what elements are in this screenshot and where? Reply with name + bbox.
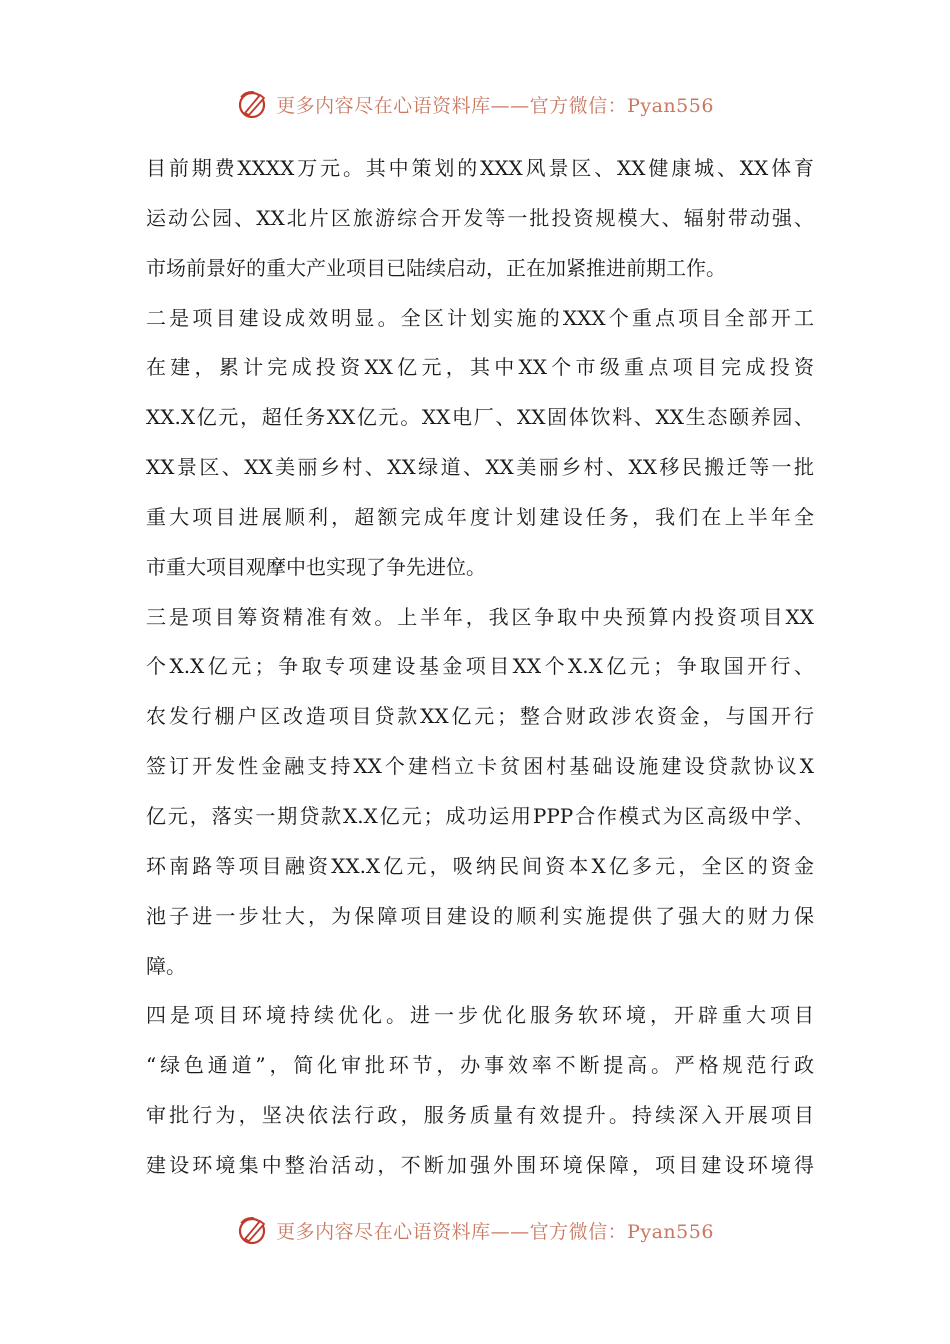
body-text-line: 亿元，落实一期贷款X.X亿元；成功运用PPP合作模式为区高级中学、	[146, 803, 814, 828]
header-banner	[0, 84, 950, 124]
body-text-line: 签订开发性金融支持XX个建档立卡贫困村基础设施建设贷款协议X	[146, 754, 814, 779]
body-text-line: 农发行棚户区改造项目贷款XX亿元；整合财政涉农资金，与国开行	[146, 704, 814, 729]
banner-text: 更多内容尽在心语资料库——官方微信：Pyan556	[276, 1220, 714, 1243]
body-text-line: 运动公园、XX北片区旅游综合开发等一批投资规模大、辐射带动强、	[146, 205, 814, 230]
body-text-line: XX景区、XX美丽乡村、XX绿道、XX美丽乡村、XX移民搬迁等一批	[146, 455, 814, 480]
body-text-line: 重大项目进展顺利，超额完成年度计划建设任务，我们在上半年全	[146, 504, 814, 529]
body-text-line: 市重大项目观摩中也实现了争先进位。	[146, 554, 486, 579]
body-text-line: 审批行为，坚决依法行政，服务质量有效提升。持续深入开展项目	[146, 1103, 814, 1128]
body-text-line: “绿色通道”，简化审批环节，办事效率不断提高。严格规范行政	[146, 1053, 814, 1078]
pen-circle-logo-icon	[236, 87, 270, 121]
body-text-line: 池子进一步壮大，为保障项目建设的顺利实施提供了强大的财力保	[146, 903, 814, 928]
body-text-line: 市场前景好的重大产业项目已陆续启动，正在加紧推进前期工作。	[146, 255, 726, 280]
body-text-line: 三是项目筹资精准有效。上半年，我区争取中央预算内投资项目XX	[146, 604, 814, 629]
pen-circle-logo-icon	[236, 1213, 270, 1247]
banner-text: 更多内容尽在心语资料库——官方微信：Pyan556	[276, 94, 714, 117]
body-text-line: 建设环境集中整治活动，不断加强外围环境保障，项目建设环境得	[146, 1152, 814, 1177]
footer-banner	[0, 1210, 950, 1250]
body-text-line: 个X.X亿元；争取专项建设基金项目XX个X.X亿元；争取国开行、	[146, 654, 814, 679]
body-text-line: 四是项目环境持续优化。进一步优化服务软环境，开辟重大项目	[146, 1003, 814, 1028]
body-text-line: 障。	[146, 953, 186, 978]
body-text-line: 在建，累计完成投资XX亿元，其中XX个市级重点项目完成投资	[146, 355, 814, 380]
body-text-line: 环南路等项目融资XX.X亿元，吸纳民间资本X亿多元，全区的资金	[146, 853, 814, 878]
document-body	[146, 144, 814, 1191]
body-text-line: 二是项目建设成效明显。全区计划实施的XXX个重点项目全部开工	[146, 305, 814, 330]
body-text-line: XX.X亿元，超任务XX亿元。XX电厂、XX固体饮料、XX生态颐养园、	[146, 405, 814, 430]
body-text-line: 目前期费XXXX万元。其中策划的XXX风景区、XX健康城、XX体育	[146, 156, 814, 180]
